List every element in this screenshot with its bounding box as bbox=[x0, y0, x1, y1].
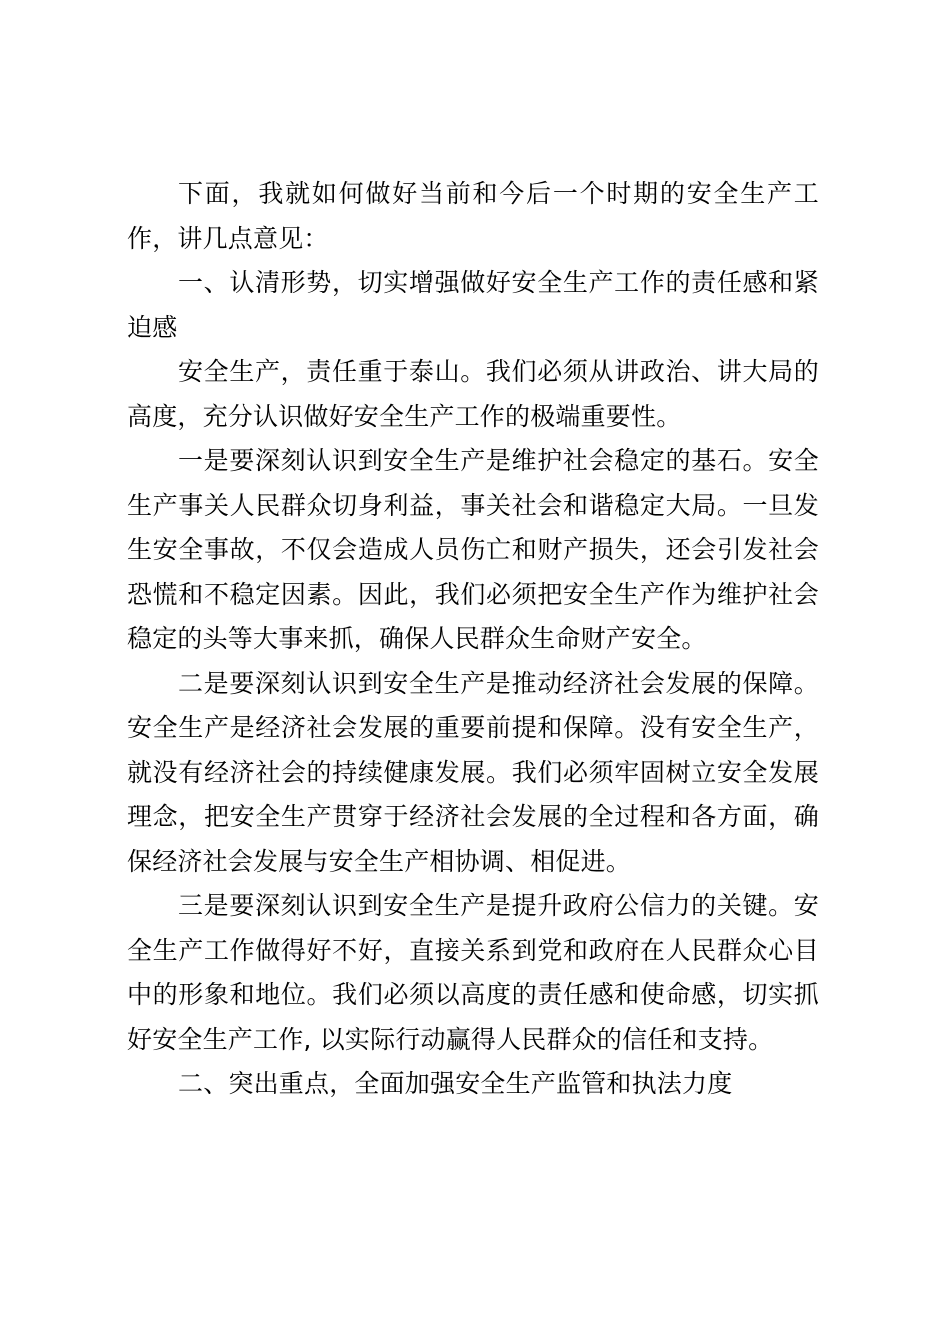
section-heading-2: 二、突出重点，全面加强安全生产监管和执法力度 bbox=[178, 1069, 733, 1098]
section-heading-1: 一、认清形势，切实增强做好安全生产工作的责任感和紧迫感 bbox=[127, 268, 819, 342]
paragraph-point-1: 一是要深刻认识到安全生产是维护社会稳定的基石。安全生产事关人民群众切身利益，事关社会和谐稳定大局。一旦发生安全事故，不仅会造成人员伤亡和财产损失，还会引发社会恐慌和不稳定因素。因此，我们必须把安全生产作为维护社会稳定的头等大事来抓，确保人民群众生命财产安全。 bbox=[127, 446, 819, 653]
paragraph-intro: 下面，我就如何做好当前和今后一个时期的安全生产工作，讲几点意见： bbox=[127, 179, 819, 253]
paragraph-responsibility: 安全生产，责任重于泰山。我们必须从讲政治、讲大局的高度，充分认识做好安全生产工作的极端重要性。 bbox=[127, 357, 819, 431]
document-body bbox=[127, 172, 819, 1107]
paragraph-point-3: 三是要深刻认识到安全生产是提升政府公信力的关键。安全生产工作做得好不好，直接关系到党和政府在人民群众心目中的形象和地位。我们必须以高度的责任感和使命感，切实抓好安全生产工作, 以实际行动赢得人民群众的信任和支持。 bbox=[127, 891, 819, 1054]
paragraph-point-2: 二是要深刻认识到安全生产是推动经济社会发展的保障。安全生产是经济社会发展的重要前提和保障。没有安全生产，就没有经济社会的持续健康发展。我们必须牢固树立安全发展理念，把安全生产贯穿于经济社会发展的全过程和各方面，确保经济社会发展与安全生产相协调、相促进。 bbox=[127, 668, 819, 876]
